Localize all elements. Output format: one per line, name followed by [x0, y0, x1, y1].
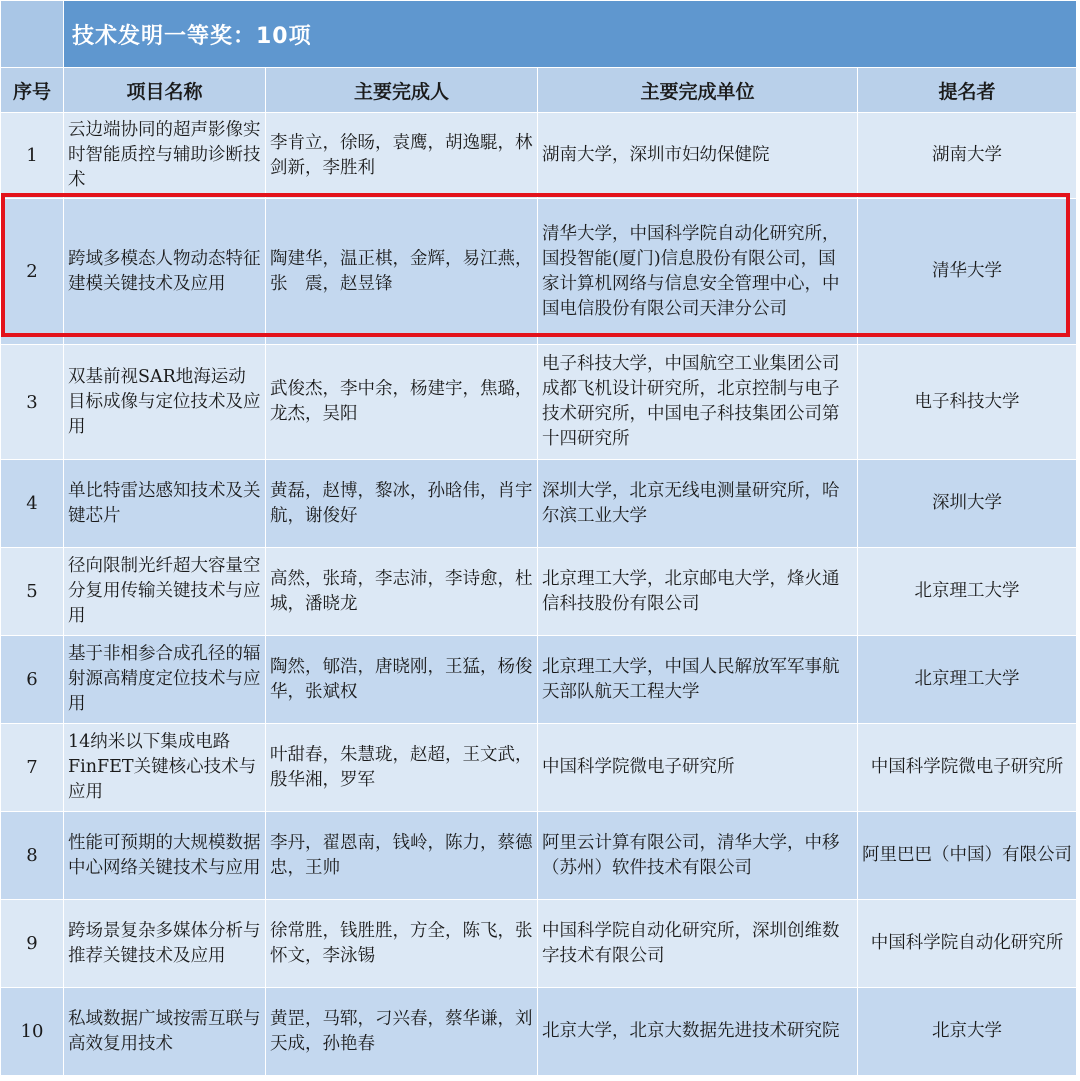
title-row [1, 1, 1077, 68]
table-row [1, 900, 1077, 988]
row-nominator: 北京大学 [858, 988, 1077, 1076]
row-nominator: 中国科学院微电子研究所 [858, 724, 1077, 812]
row-no: 10 [1, 988, 64, 1076]
row-units: 北京理工大学，北京邮电大学，烽火通信科技股份有限公司 [538, 548, 858, 636]
header-people: 主要完成人 [266, 68, 538, 113]
row-people: 陶建华，温正棋，金辉，易江燕，张 震，赵昱锋 [266, 199, 538, 345]
row-units: 北京理工大学，中国人民解放军军事航天部队航天工程大学 [538, 636, 858, 724]
row-people: 武俊杰，李中余，杨建宇，焦璐，龙杰，吴阳 [266, 345, 538, 460]
header-no: 序号 [1, 68, 64, 113]
row-units: 中国科学院自动化研究所，深圳创维数字技术有限公司 [538, 900, 858, 988]
row-project: 单比特雷达感知技术及关键芯片 [64, 460, 266, 548]
row-people: 高然，张琦，李志沛，李诗愈，杜城，潘晓龙 [266, 548, 538, 636]
row-nominator: 湖南大学 [858, 113, 1077, 199]
table-row [1, 345, 1077, 460]
row-nominator: 深圳大学 [858, 460, 1077, 548]
row-units: 深圳大学，北京无线电测量研究所，哈尔滨工业大学 [538, 460, 858, 548]
row-nominator: 电子科技大学 [858, 345, 1077, 460]
table-row [1, 460, 1077, 548]
row-nominator: 清华大学 [858, 199, 1077, 345]
row-people: 李丹，翟恩南，钱岭，陈力，蔡德忠，王帅 [266, 812, 538, 900]
row-project: 基于非相参合成孔径的辐射源高精度定位技术与应用 [64, 636, 266, 724]
header-row [1, 68, 1077, 113]
row-project: 跨场景复杂多媒体分析与推荐关键技术及应用 [64, 900, 266, 988]
row-units: 清华大学，中国科学院自动化研究所，国投智能(厦门)信息股份有限公司，国家计算机网络与信息安全管理中心，中国电信股份有限公司天津分公司 [538, 199, 858, 345]
row-no: 3 [1, 345, 64, 460]
row-no: 2 [1, 199, 64, 345]
row-people: 黄磊，赵博，黎冰，孙晗伟，肖宇航，谢俊好 [266, 460, 538, 548]
row-people: 叶甜春，朱慧珑，赵超，王文武，殷华湘，罗军 [266, 724, 538, 812]
row-people: 徐常胜，钱胜胜，方全，陈飞，张怀文，李泳锡 [266, 900, 538, 988]
row-people: 陶然，郇浩，唐晓刚，王猛，杨俊华，张斌权 [266, 636, 538, 724]
row-no: 7 [1, 724, 64, 812]
row-project: 跨域多模态人物动态特征建模关键技术及应用 [64, 199, 266, 345]
table-row [1, 636, 1077, 724]
row-no: 9 [1, 900, 64, 988]
row-no: 5 [1, 548, 64, 636]
row-units: 阿里云计算有限公司，清华大学，中移（苏州）软件技术有限公司 [538, 812, 858, 900]
table-row [1, 988, 1077, 1076]
row-project: 私域数据广域按需互联与高效复用技术 [64, 988, 266, 1076]
table-title: 技术发明一等奖：10项 [64, 1, 1077, 68]
row-nominator: 阿里巴巴（中国）有限公司 [858, 812, 1077, 900]
table-row [1, 724, 1077, 812]
row-project: 14纳米以下集成电路FinFET关键核心技术与应用 [64, 724, 266, 812]
row-project: 性能可预期的大规模数据中心网络关键技术与应用 [64, 812, 266, 900]
header-nominator: 提名者 [858, 68, 1077, 113]
row-nominator: 北京理工大学 [858, 548, 1077, 636]
row-project: 双基前视SAR地海运动目标成像与定位技术及应用 [64, 345, 266, 460]
table-row [1, 548, 1077, 636]
row-no: 1 [1, 113, 64, 199]
row-units: 中国科学院微电子研究所 [538, 724, 858, 812]
header-units: 主要完成单位 [538, 68, 858, 113]
row-units: 电子科技大学，中国航空工业集团公司成都飞机设计研究所，北京控制与电子技术研究所，中国电子科技集团公司第十四研究所 [538, 345, 858, 460]
row-no: 4 [1, 460, 64, 548]
table-row [1, 199, 1077, 345]
table-row [1, 812, 1077, 900]
row-no: 6 [1, 636, 64, 724]
row-nominator: 中国科学院自动化研究所 [858, 900, 1077, 988]
row-no: 8 [1, 812, 64, 900]
row-people: 李肯立，徐旸，袁鹰，胡逸騉，林剑新，李胜利 [266, 113, 538, 199]
header-project: 项目名称 [64, 68, 266, 113]
row-nominator: 北京理工大学 [858, 636, 1077, 724]
row-project: 云边端协同的超声影像实时智能质控与辅助诊断技术 [64, 113, 266, 199]
row-people: 黄罡，马郓，刁兴春，蔡华谦，刘天成，孙艳春 [266, 988, 538, 1076]
title-corner-cell [1, 1, 64, 68]
table-row [1, 113, 1077, 199]
row-units: 北京大学，北京大数据先进技术研究院 [538, 988, 858, 1076]
row-units: 湖南大学，深圳市妇幼保健院 [538, 113, 858, 199]
row-project: 径向限制光纤超大容量空分复用传输关键技术与应用 [64, 548, 266, 636]
